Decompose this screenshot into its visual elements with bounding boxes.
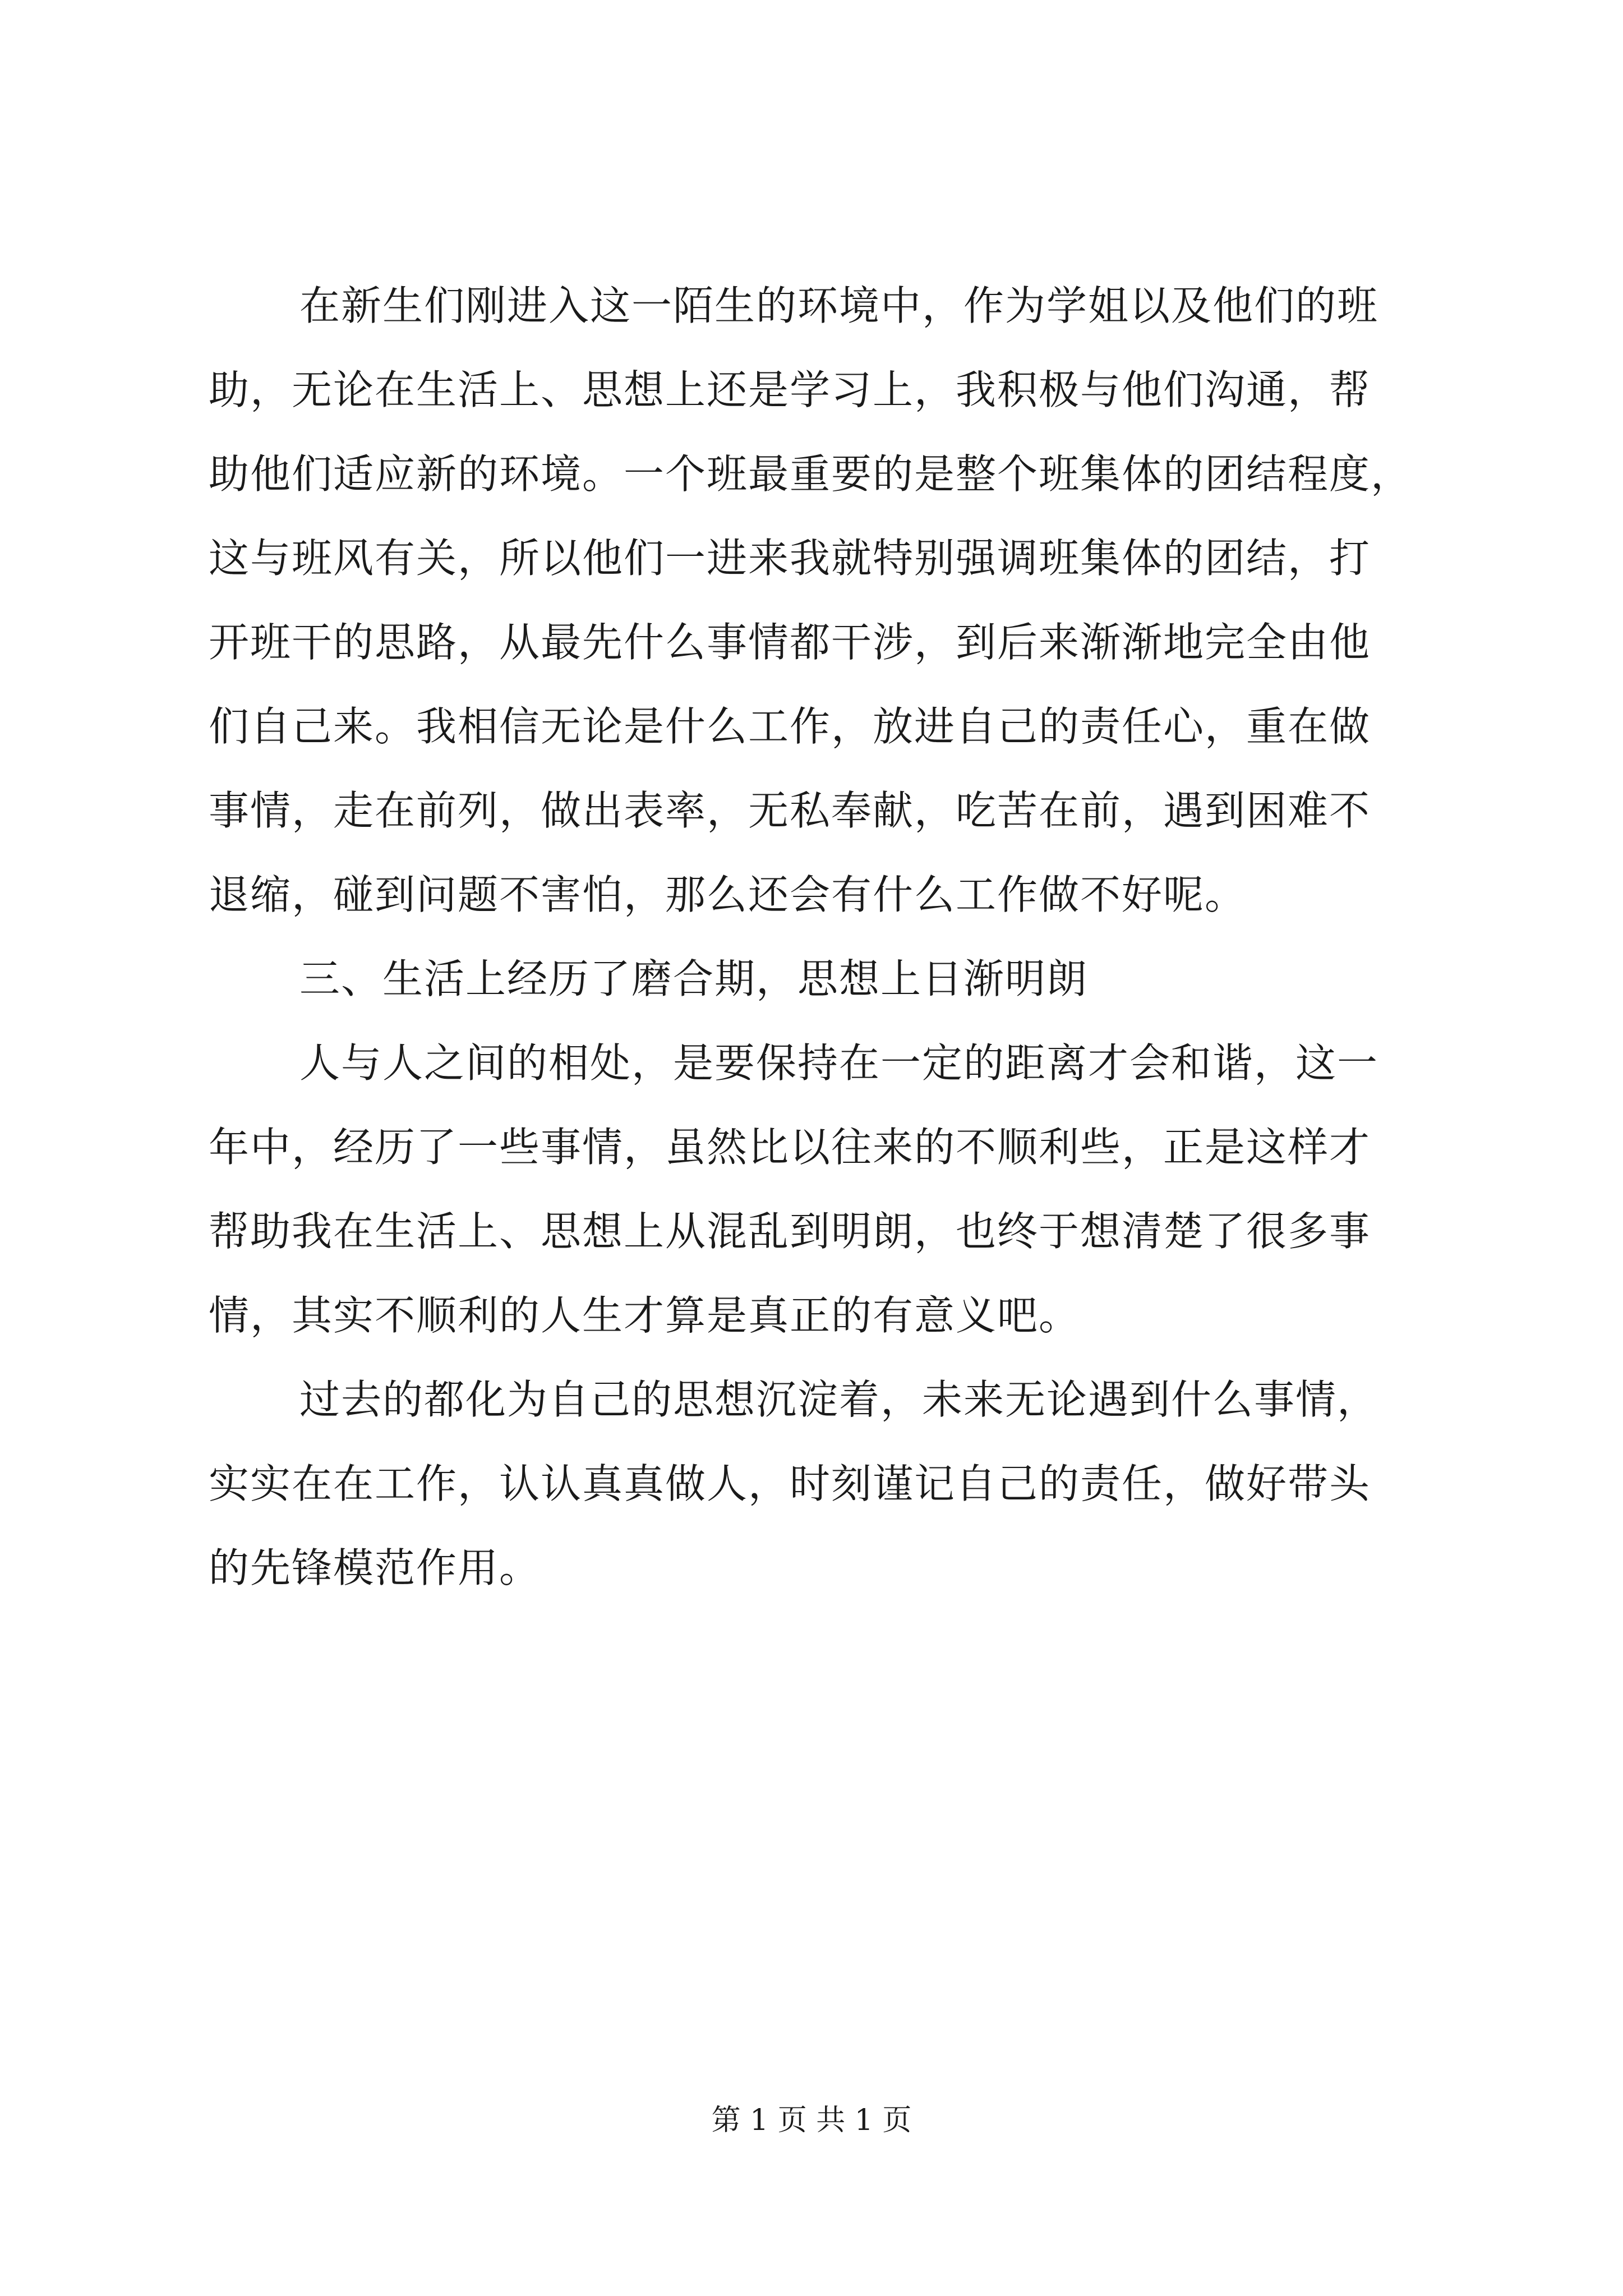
paragraph-line: 退缩，碰到问题不害怕，那么还会有什么工作做不好呢。 (209, 871, 1247, 918)
paragraph-line: 年中，经历了一些事情，虽然比以往来的不顺利些，正是这样才 (209, 1124, 1371, 1171)
paragraph-line: 在新生们刚进入这一陌生的环境中，作为学姐以及他们的班 (299, 282, 1379, 329)
paragraph-class-assistant-work (209, 264, 1465, 937)
paragraph-line: 实实在在工作，认认真真做人，时刻谨记自己的责任，做好带头 (209, 1460, 1371, 1507)
paragraph-relationships (209, 1021, 1465, 1358)
paragraph-line: 助他们适应新的环境。一个班最重要的是整个班集体的团结程度， (209, 450, 1413, 498)
paragraph-conclusion (209, 1358, 1465, 1610)
paragraph-line: 人与人之间的相处，是要保持在一定的距离才会和谐，这一 (299, 1039, 1379, 1087)
section-heading (209, 937, 1465, 1021)
document-body (209, 264, 1465, 1610)
paragraph-line: 这与班风有关，所以他们一进来我就特别强调班集体的团结，打 (209, 535, 1371, 582)
page-number: 第 1 页 共 1 页 (711, 2104, 912, 2137)
paragraph-line: 助，无论在生活上、思想上还是学习上，我积极与他们沟通，帮 (209, 366, 1371, 413)
paragraph-line: 的先锋模范作用。 (209, 1544, 541, 1591)
page-footer (0, 2098, 1623, 2143)
paragraph-line: 情，其实不顺利的人生才算是真正的有意义吧。 (209, 1292, 1081, 1339)
paragraph-line: 帮助我在生活上、思想上从混乱到明朗，也终于想清楚了很多事 (209, 1208, 1371, 1255)
paragraph-line: 过去的都化为自己的思想沉淀着，未来无论遇到什么事情， (299, 1376, 1379, 1423)
section-heading-text: 三、生活上经历了磨合期，思想上日渐明朗 (299, 955, 1089, 1002)
paragraph-line: 开班干的思路，从最先什么事情都干涉，到后来渐渐地完全由他 (209, 619, 1371, 666)
paragraph-line: 事情，走在前列，做出表率，无私奉献，吃苦在前，遇到困难不 (209, 787, 1371, 834)
paragraph-line: 们自己来。我相信无论是什么工作，放进自己的责任心，重在做 (209, 703, 1371, 750)
